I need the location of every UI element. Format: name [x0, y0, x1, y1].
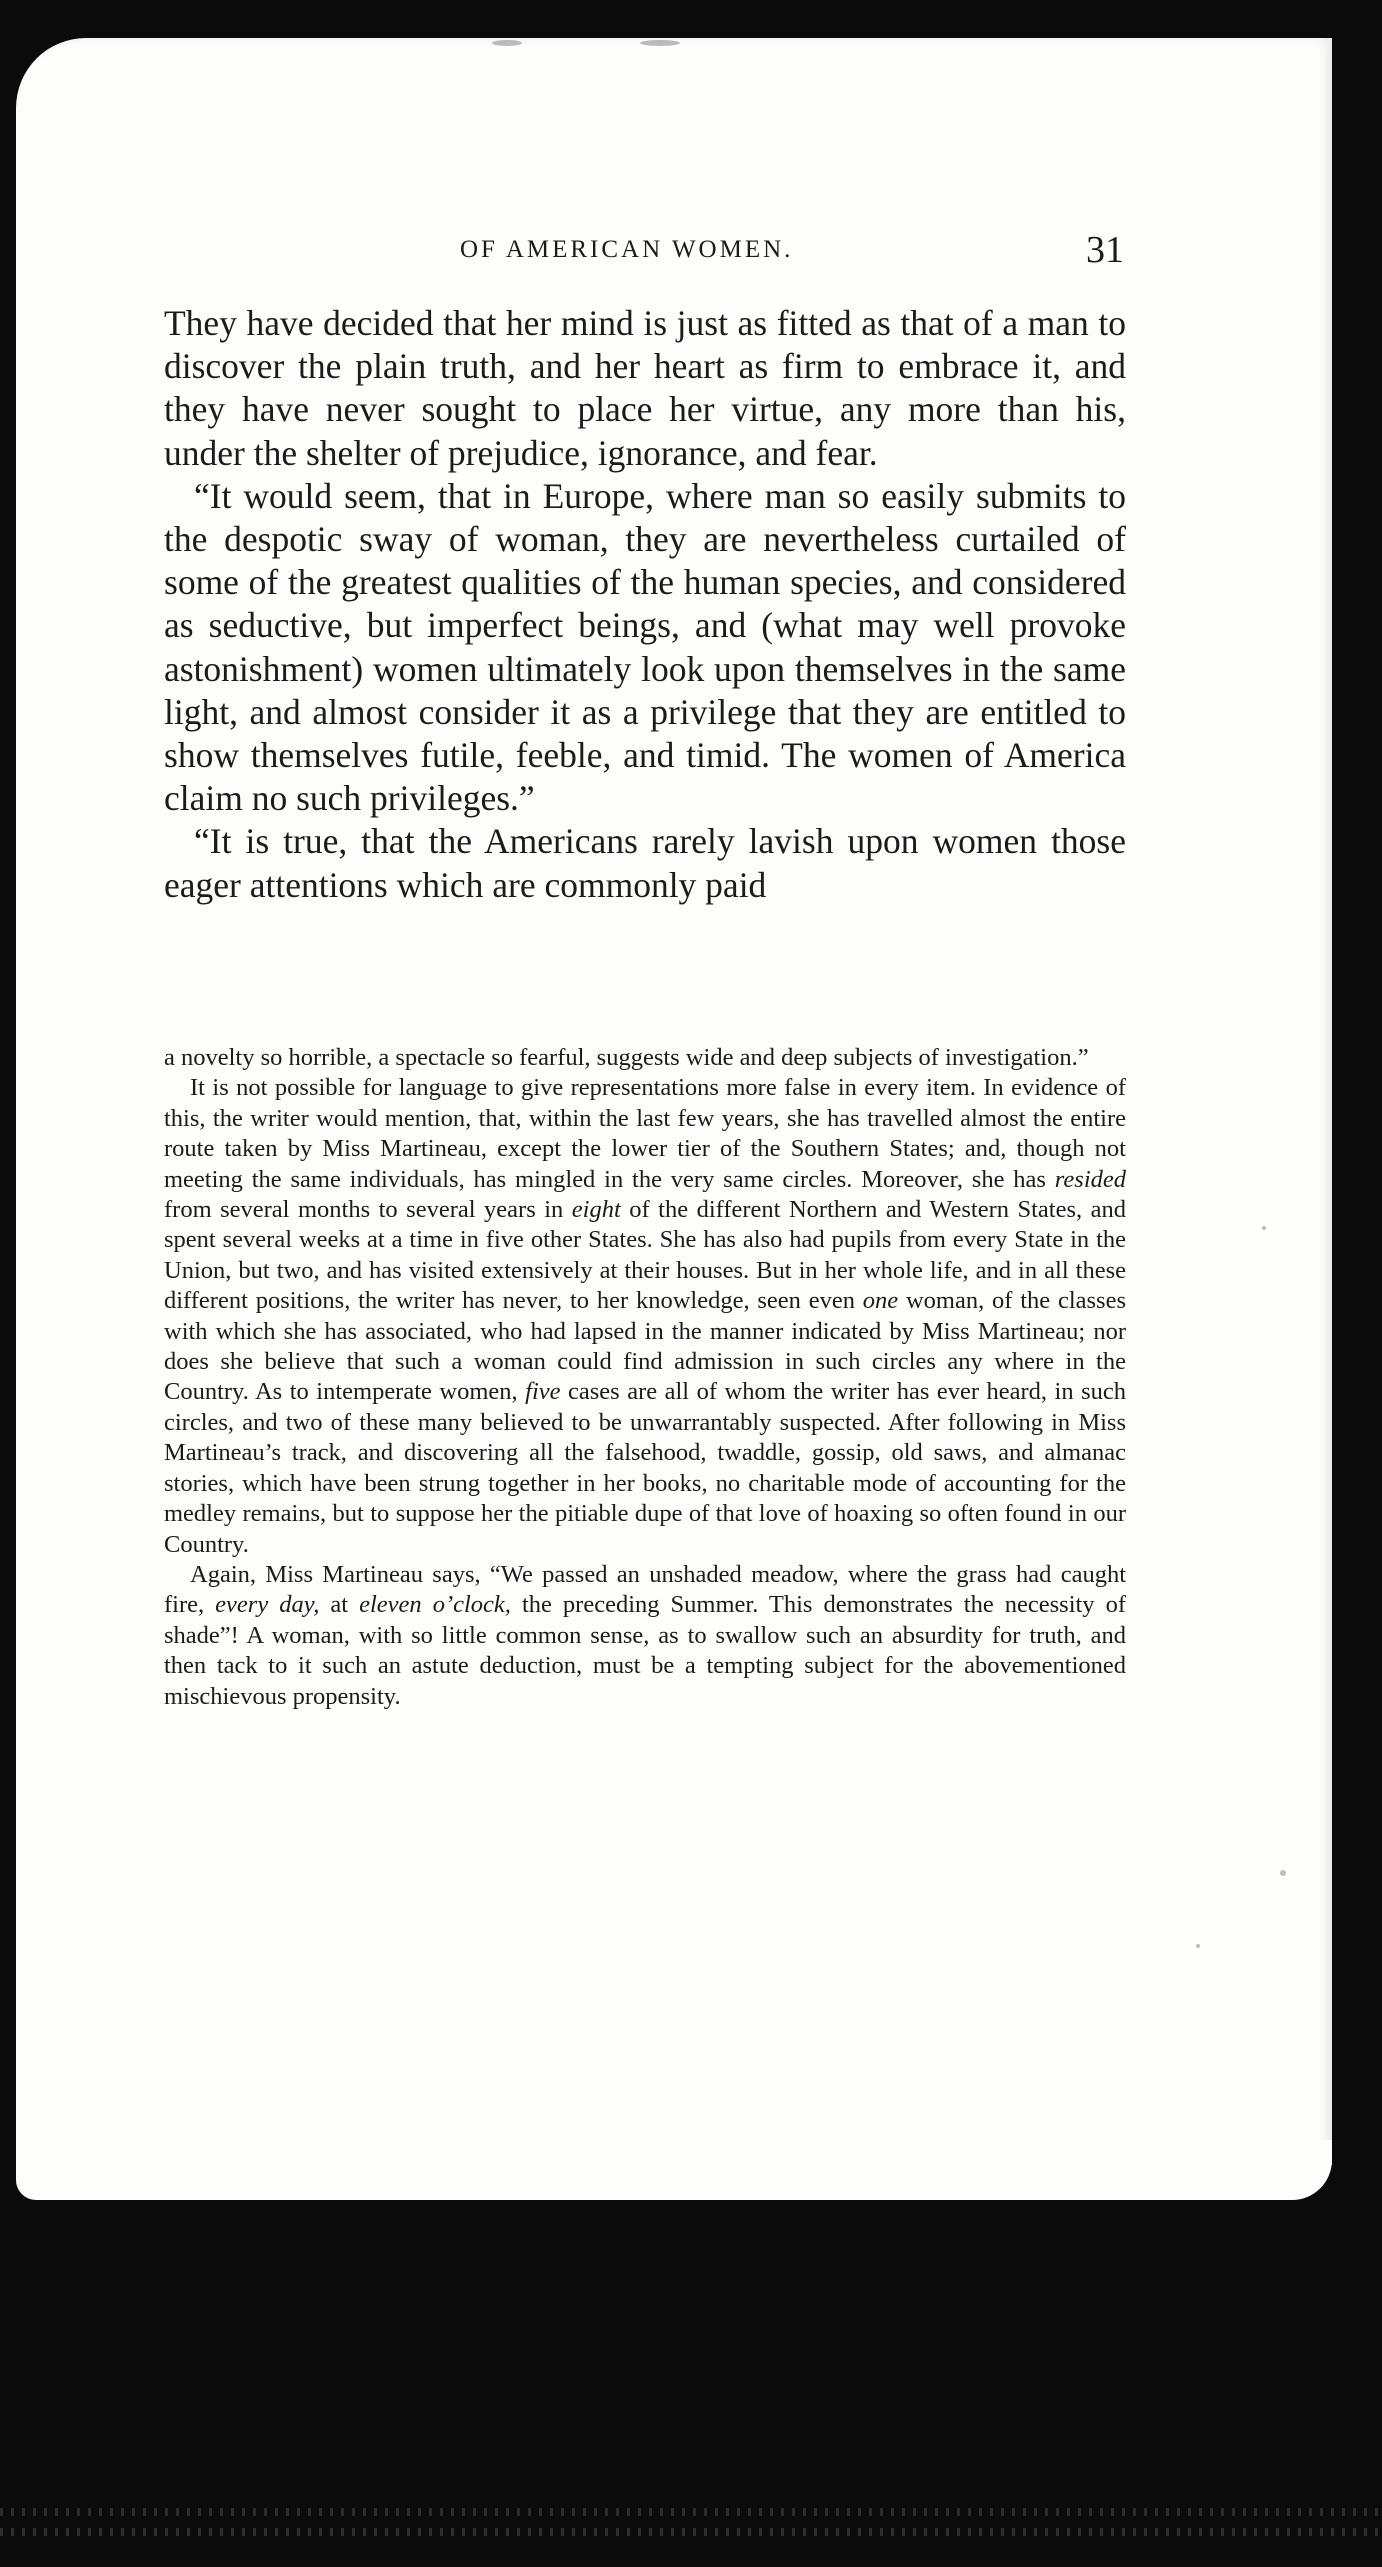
- footnote-emphasis: every day,: [215, 1591, 320, 1619]
- main-text: [164, 302, 1126, 907]
- scan-speck: [492, 40, 522, 46]
- footnote-text: from several months to several years in: [164, 1196, 572, 1224]
- footnote-text: cases are all of whom the writer has ever heard, in such circles, and two of these many believed to be unwarrantably suspected. After following in Miss Martineau’s track, and discovering all the falsehood, twaddle, gossip, old saws, and almanac stories, which have been strung together in her books, no charitable mode of accounting for the medley remains, but to suppose her the pitiable dupe of that love of hoaxing so often found in our Country.: [164, 1378, 1126, 1558]
- page-number: 31: [1086, 229, 1124, 271]
- footnote-paragraph: [164, 1073, 1126, 1560]
- paper-bottom-edge: [16, 2140, 1332, 2200]
- scan-background-bottom: [0, 2165, 1382, 2567]
- footnote-emphasis: eleven o’clock,: [359, 1591, 511, 1619]
- scan-speck: [1280, 1870, 1286, 1876]
- footnote-text: It is not possible for language to give representations more false in every item. In evidence of this, the writer would mention, that, within the last few years, she has travelled almost the entire route taken by Miss Martineau, except the lower tier of the Southern States; and, though not meeting the same individuals, has mingled in the very same circles. Moreover, she has: [164, 1074, 1126, 1193]
- running-title: OF AMERICAN WOMEN.: [460, 236, 794, 263]
- paragraph: “It would seem, that in Europe, where man so easily submits to the despotic sway of woman, they are nevertheless curtailed of some of the greatest qualities of the human species, and considered as seductive, but imperfect beings, and (what may well provoke astonishment) women ultimately look upon themselves in the same light, and almost consider it as a privilege that they are entitled to show themselves futile, feeble, and timid. The women of America claim no such privileges.”: [164, 475, 1126, 819]
- scan-speck: [640, 40, 680, 46]
- scan-noise-band: [0, 2528, 1382, 2536]
- footnote-emphasis: eight: [571, 1196, 621, 1224]
- footnote-text: at: [319, 1591, 360, 1619]
- footnote-emphasis: resided: [1054, 1165, 1126, 1193]
- footnote-block: [164, 1043, 1126, 1712]
- footnote-paragraph: [164, 1560, 1126, 1712]
- footnote-emphasis: one: [862, 1287, 899, 1315]
- footnote-paragraph: a novelty so horrible, a spectacle so fearful, suggests wide and deep subjects of investigation.”: [164, 1044, 1089, 1071]
- footnote-text: of the different Northern and Western States, and spent several weeks at a time in five other States. She has also had pupils from every State in the Union, but two, and has visited extensively at their houses. But in her whole life, and in all these different positions, the writer has never, to her knowledge, seen even: [164, 1196, 1126, 1315]
- footnote-text: the preceding Summer. This demonstrates the necessity of shade”! A woman, with so little common sense, as to swallow such an absurdity for truth, and then tack to it such an astute deduction, must be a tempting subject for the abovementioned mischievous propensity.: [164, 1591, 1126, 1710]
- scan-speck: [1196, 1944, 1200, 1948]
- page-header: [164, 228, 1124, 278]
- footnote-emphasis: five: [525, 1378, 561, 1406]
- footnote-text: woman, of the classes with which she has associated, who had lapsed in the manner indicated by Miss Martineau; nor does she believe that such a woman could find admission in such circles any where in the Country. As to intemperate women,: [164, 1287, 1126, 1406]
- scan-speck: [1262, 1226, 1266, 1230]
- footnote-text: Again, Miss Martineau says, “We passed an unshaded meadow, where the grass had caught fire,: [164, 1560, 1126, 1619]
- paragraph: They have decided that her mind is just as fitted as that of a man to discover the plain truth, and her heart as firm to embrace it, and they have never sought to place her virtue, any more than his, under the shelter of prejudice, ignorance, and fear.: [164, 303, 1126, 473]
- scan-noise-band: [0, 2508, 1382, 2516]
- paragraph: “It is true, that the Americans rarely lavish upon women those eager attentions which are commonly paid: [164, 821, 1126, 905]
